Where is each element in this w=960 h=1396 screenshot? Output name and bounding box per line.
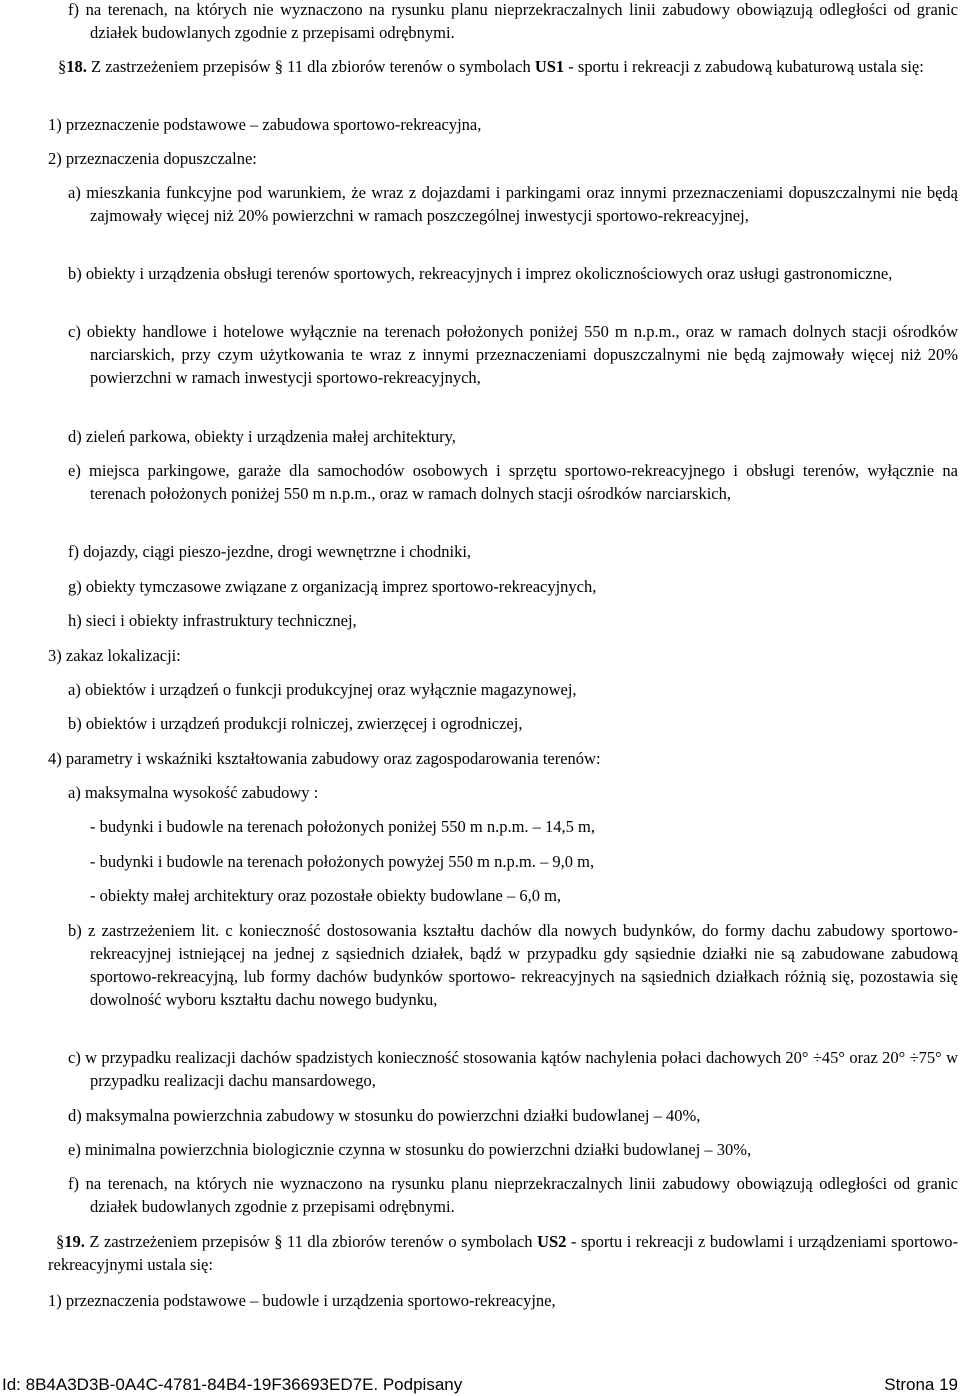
point-4-item-a: a) maksymalna wysokość zabudowy : (68, 783, 319, 802)
point-4: 4) parametry i wskaźniki kształtowania zabudowy oraz zagospodarowania terenów: (48, 749, 601, 768)
paragraph-symbol: § (58, 57, 67, 76)
point-4-item-f: f) na terenach, na których nie wyznaczono na rysunku planu nieprzekraczalnych linii zabudowy obowiązują odległości od granic działek budowlanych zgodnie z przepisami odrębnymi. (68, 1174, 958, 1216)
point-3-item-a: a) obiektów i urządzeń o funkcji produkcyjnej oraz wyłącznie magazynowej, (68, 680, 577, 699)
point-4-item-d: d) maksymalna powierzchnia zabudowy w stosunku do powierzchni działki budowlanej – 40%, (68, 1106, 701, 1125)
point-2-item-c: c) obiekty handlowe i hotelowe wyłącznie na terenach położonych poniżej 550 m n.p.m., oraz w ramach dolnych stacji ośrodków narciarskich, przy czym użytkowania te wraz z innymi przeznaczeniami dopuszczalnymi nie będą zajmowały więcej niż 20% powierzchni w ramach inwestycji sportowo-rekreacyjnych, (68, 322, 958, 387)
page-footer (0, 1374, 958, 1396)
section-18-text-b: 11 dla zbiorów terenów o symbolach (282, 57, 535, 76)
section-19-number: 19. (64, 1232, 85, 1251)
point-2-item-e: e) miejsca parkingowe, garaże dla samochodów osobowych i sprzętu sportowo-rekreacyjnego i obsługi terenów, wyłącznie na terenach położonych poniżej 550 m n.p.m., oraz w ramach dolnych stacji ośrodków narciarskich, (68, 461, 958, 503)
section-18-text-c: - sportu i rekreacji z zabudową kubaturową ustala się: (564, 57, 924, 76)
point-2-item-f: f) dojazdy, ciągi pieszo-jezdne, drogi wewnętrzne i chodniki, (68, 542, 472, 561)
section-19-point-1: 1) przeznaczenia podstawowe – budowle i urządzenia sportowo-rekreacyjne, (48, 1291, 556, 1310)
point-2-item-h: h) sieci i obiekty infrastruktury technicznej, (68, 611, 357, 630)
section-18-number: 18. (66, 57, 87, 76)
paragraph-symbol: § (274, 57, 283, 76)
point-2-item-g: g) obiekty tymczasowe związane z organizacją imprez sportowo-rekreacyjnych, (68, 577, 597, 596)
point-2-item-a: a) mieszkania funkcyjne pod warunkiem, że wraz z dojazdami i parkingami oraz innymi przeznaczeniami dopuszczalnymi nie będą zajmowały więcej niż 20% powierzchni w ramach poszczególnej inwestycji sportowo-rekreacyjnej, (68, 183, 958, 225)
height-limit-above-550: - budynki i budowle na terenach położonych powyżej 550 m n.p.m. – 9,0 m, (90, 852, 595, 871)
section-18-text-a: Z zastrzeżeniem przepisów (86, 57, 275, 76)
point-2: 2) przeznaczenia dopuszczalne: (48, 149, 257, 168)
section-19-text-b: 11 dla zbiorów terenów o symbolach (282, 1232, 538, 1251)
point-4-item-e: e) minimalna powierzchnia biologicznie czynna w stosunku do powierzchni działki budowlanej – 30%, (68, 1140, 752, 1159)
section-19-text-a: Z zastrzeżeniem przepisów (84, 1232, 275, 1251)
item-f-top: f) na terenach, na których nie wyznaczono na rysunku planu nieprzekraczalnych linii zabudowy obowiązują odległości od granic działek budowlanych zgodnie z przepisami odrębnymi. (68, 0, 958, 42)
zone-code-us2: US2 (537, 1232, 567, 1251)
section-19-text-c: - sportu i rekreacji z budowlami i urządzeniami sportowo-rekreacyjnymi ustala się: (48, 1232, 958, 1274)
document-id: Id: 8B4A3D3B-0A4C-4781-84B4-19F36693ED7E. Podpisany (2, 1375, 463, 1394)
section-19-heading (48, 1230, 958, 1276)
point-4-item-c: c) w przypadku realizacji dachów spadzistych konieczność stosowania kątów nachylenia połaci dachowych 20° ÷45° oraz 20° ÷75° w przypadku realizacji dachu mansardowego, (68, 1048, 958, 1090)
zone-code-us1: US1 (534, 57, 565, 76)
height-limit-below-550: - budynki i budowle na terenach położonych poniżej 550 m n.p.m. – 14,5 m, (90, 817, 595, 836)
page-number: Strona 19 (884, 1375, 958, 1394)
height-limit-small-architecture: - obiekty małej architektury oraz pozostałe obiekty budowlane – 6,0 m, (90, 886, 562, 905)
point-3: 3) zakaz lokalizacji: (48, 646, 181, 665)
paragraph-symbol: § (56, 1232, 65, 1251)
point-1: 1) przeznaczenie podstawowe – zabudowa sportowo-rekreacyjna, (48, 115, 482, 134)
point-4-item-b: b) z zastrzeżeniem lit. c konieczność dostosowania kształtu dachów dla nowych budynków, do formy dachu zabudowy sportowo- rekreacyjnej istniejącej na jednej z sąsiednich działek, bądź w przypadku gdy sąsiednie działki nie są zabudowane zabudową sportowo-rekreacyjną, lub formy dachów budynków sportowo- rekreacyjnych na sąsiednich działkach różnią się, pozostawia się dowolność wyboru kształtu dachu nowego budynku, (68, 921, 958, 1009)
point-3-item-b: b) obiektów i urządzeń produkcji rolniczej, zwierzęcej i ogrodniczej, (68, 714, 523, 733)
point-2-item-b: b) obiekty i urządzenia obsługi terenów sportowych, rekreacyjnych i imprez okolicznościowych oraz usługi gastronomiczne, (68, 264, 893, 283)
paragraph-symbol: § (274, 1232, 283, 1251)
section-18-heading (48, 55, 958, 78)
point-2-item-d: d) zieleń parkowa, obiekty i urządzenia małej architektury, (68, 427, 456, 446)
